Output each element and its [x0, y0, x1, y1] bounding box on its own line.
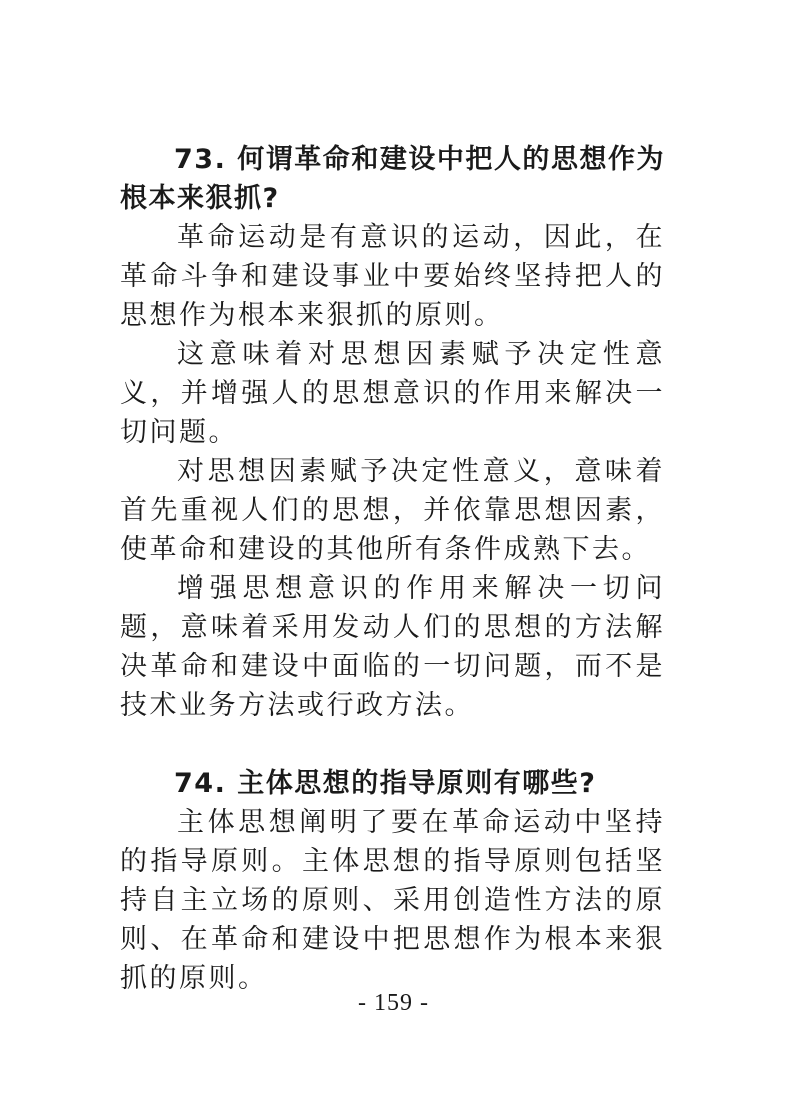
question-73 — [120, 140, 665, 725]
question-74 — [120, 764, 665, 998]
question-74-heading: 74. 主体思想的指导原则有哪些? — [174, 768, 597, 799]
page-number: - 159 - — [358, 990, 429, 1016]
question-73-paragraph-2: 这意味着对思想因素赋予决定性意义，并增强人的思想意识的作用来解决一切问题。 — [120, 339, 665, 448]
question-73-paragraph-4: 增强思想意识的作用来解决一切问题，意味着采用发动人们的思想的方法解决革命和建设中面临的一切问题，而不是技术业务方法或行政方法。 — [120, 573, 665, 721]
page-body — [120, 140, 665, 998]
question-73-paragraph-1: 革命运动是有意识的运动，因此，在革命斗争和建设事业中要始终坚持把人的思想作为根本来狠抓的原则。 — [120, 222, 665, 331]
question-74-paragraph-1: 主体思想阐明了要在革命运动中坚持的指导原则。主体思想的指导原则包括坚持自主立场的原则、采用创造性方法的原则、在革命和建设中把思想作为根本来狠抓的原则。 — [120, 807, 665, 994]
section-spacer — [120, 725, 665, 764]
question-73-paragraph-3: 对思想因素赋予决定性意义，意味着首先重视人们的思想，并依靠思想因素，使革命和建设的其他所有条件成熟下去。 — [120, 456, 665, 565]
question-73-heading: 73. 何谓革命和建设中把人的思想作为根本来狠抓? — [120, 144, 665, 214]
